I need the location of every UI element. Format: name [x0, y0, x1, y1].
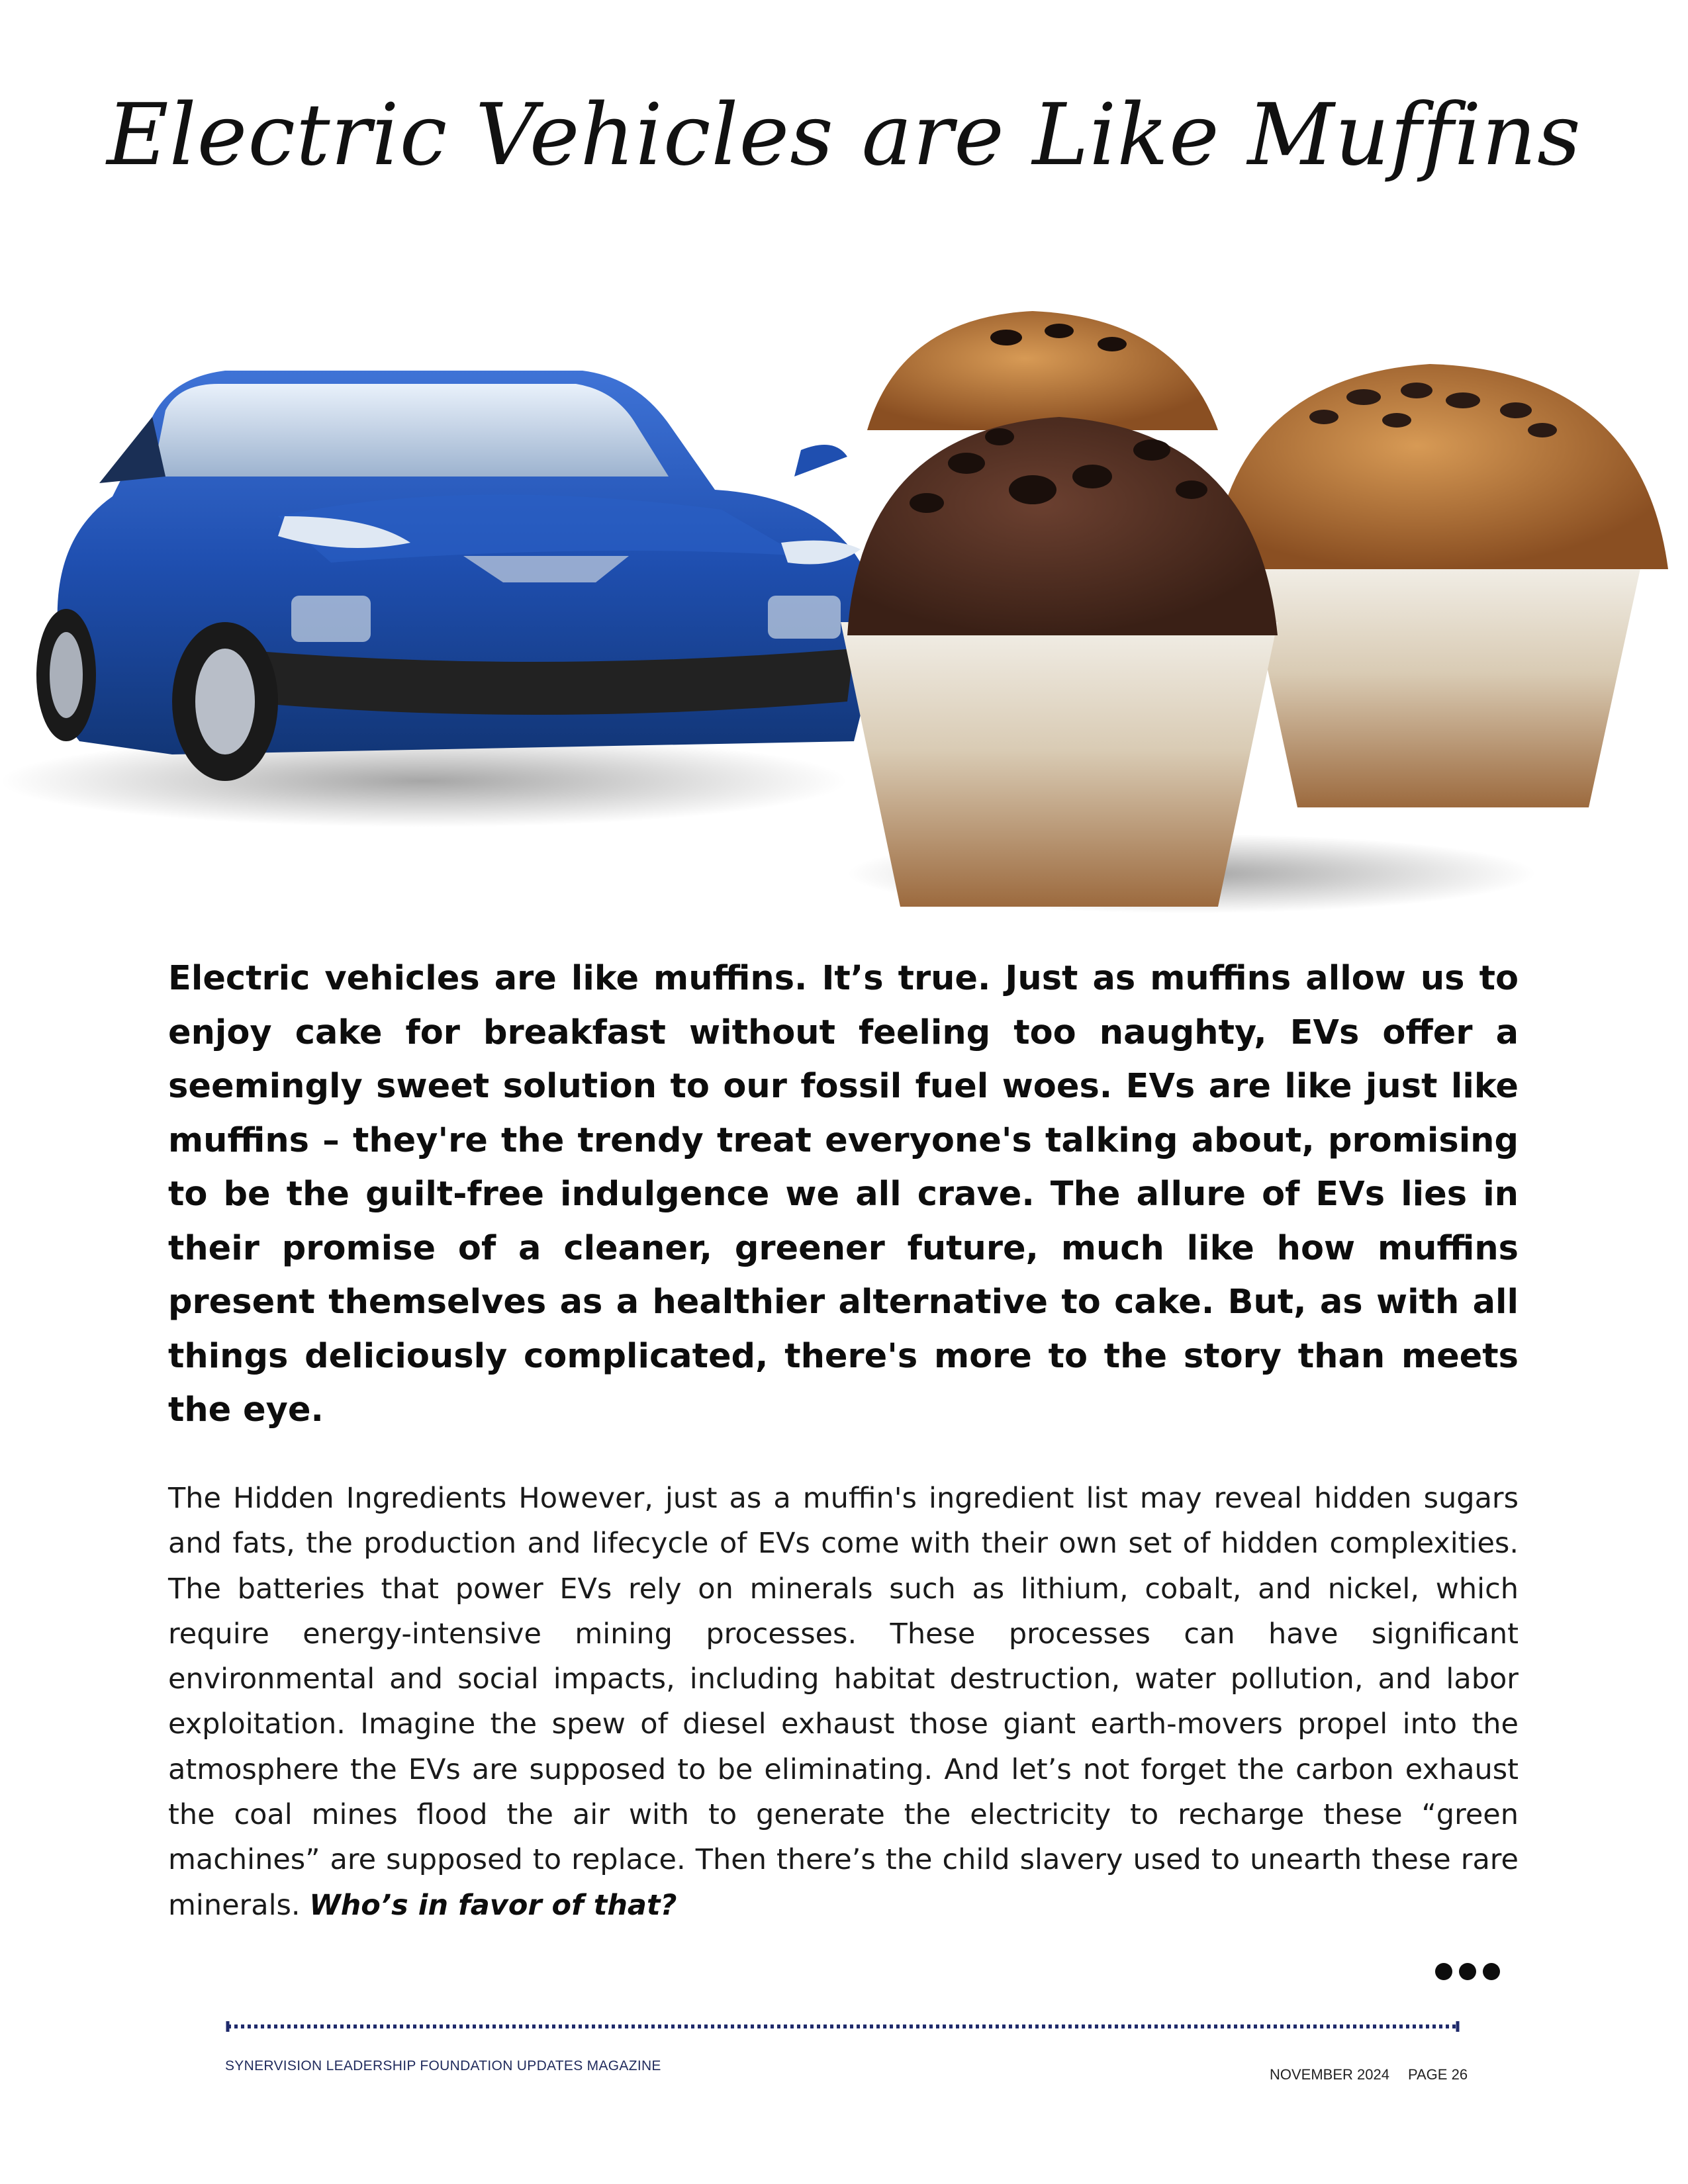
- dot: [1435, 1963, 1452, 1980]
- body-paragraph: [168, 1476, 1519, 1928]
- footer-divider: [225, 2019, 1460, 2034]
- page-number: PAGE 26: [1407, 2066, 1468, 2083]
- issue-date: NOVEMBER 2024: [1270, 2066, 1389, 2083]
- page-title: Electric Vehicles are Like Muffins: [107, 86, 1581, 185]
- dot: [1483, 1963, 1500, 1980]
- body-emphasis: Who’s in favor of that?: [309, 1888, 677, 1922]
- lead-paragraph: Electric vehicles are like muffins. It’s true. Just as muffins allow us to enjoy cake for breakfast without feeling too naughty, EVs offer a seemingly sweet solution to our fossil fuel woes. EVs are like just like muffins – they're the trendy treat everyone's talking about, promising to be the guilt-free indulgence we all crave. The allure of EVs lies in their promise of a cleaner, greener future, much like how muffins present themselves as a healthier alternative to cake. But, as with all things deliciously complicated, there's more to the story than meets the eye.: [168, 959, 1519, 1430]
- dot: [1459, 1963, 1476, 1980]
- footer-meta: [1270, 2066, 1468, 2083]
- hero-illustration: [0, 278, 1688, 927]
- car-image: [0, 371, 872, 827]
- publication-name: SYNERVISION LEADERSHIP FOUNDATION UPDATES MAGAZINE: [225, 2058, 661, 2073]
- body-text: The Hidden Ingredients However, just as a muffin's ingredient list may reveal hidden sugars and fats, the production and lifecycle of EVs come with their own set of hidden complexities. The batteries that power EVs rely on minerals such as lithium, cobalt, and nickel, which require energy-intensive mining processes. These processes can have significant environmental and social impacts, including habitat destruction, water pollution, and labor exploitation. Imagine the spew of diesel exhaust those giant earth-movers propel into the atmosphere the EVs are supposed to be eliminating. And let’s not forget the carbon exhaust the coal mines flood the air with to generate the electricity to recharge these “green machines” are supposed to replace. Then there’s the child slavery used to unearth these rare minerals.: [168, 1482, 1519, 1922]
- muffins-image: [841, 311, 1668, 913]
- continued-dots: [1435, 1963, 1500, 1980]
